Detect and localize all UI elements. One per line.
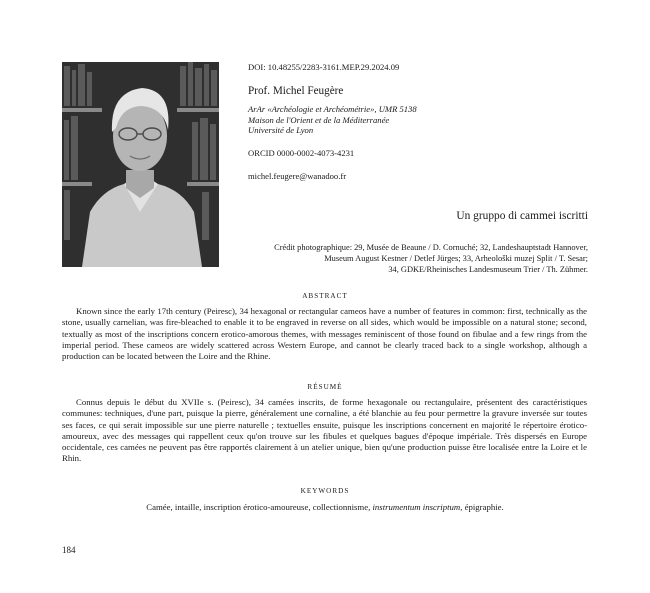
abstract-heading: ABSTRACT (302, 292, 348, 300)
photo-credits-line: Crédit photographique: 29, Musée de Beaune / D. Cornuché; 32, Landeshauptstadt Hannover, (274, 243, 588, 252)
keywords-heading: KEYWORDS (300, 487, 350, 495)
keywords-plain: Camée, intaille, inscription érotico-amoureuse, collectionnisme, (146, 502, 373, 512)
affiliation-line: Maison de l'Orient et de la Méditerranée (248, 114, 390, 125)
author-metadata (248, 62, 593, 181)
photo-credits-line: Museum August Kestner / Detlef Jürges; 33, Arheološki muzej Split / T. Sesar; (324, 254, 588, 263)
photo-credits-line: 34, GDKE/Rheinisches Landesmuseum Trier / Th. Zühmer. (388, 265, 588, 274)
author-portrait-image (62, 62, 219, 267)
resume-text: Connus depuis le début du XVIIe s. (Peiresc), 34 camées inscrits, de forme hexagonale ou rectangulaire, présentent des caractéristiques communes: techniques, d'une part, puisque la pierre, généralement une cornaline, a été blanchie au feu pour permettre la gravure inversée sur toutes ses faces, ce qui serait impossible sur une pierre naturelle ; textuelles ensuite, puisque les inscriptions concernent en majorité le répertoire érotico-amoureux, avec des messages qui rappellent ceux qu'on trouve sur les fibules et quelques bagues d'époque impériale. Très dispersés en Europe occidentale, ces camées ne peuvent pas être rapportés clairement à un atelier unique, bien qu'une production puisse être localisée entre la Loire et le Rhin. (62, 397, 587, 464)
article-title: Un gruppo di cammei iscritti (456, 210, 588, 222)
keywords-italic: instrumentum inscriptum (372, 502, 461, 512)
author-photo (62, 62, 219, 267)
keywords-end: , épigraphie. (460, 502, 504, 512)
doi[interactable]: DOI: 10.48255/2283-3161.MEP.29.2024.09 (248, 62, 400, 72)
photo-credits (228, 242, 588, 275)
email-link[interactable]: michel.feugere@wanadoo.fr (248, 170, 347, 181)
affiliation-line: Université de Lyon (248, 125, 314, 136)
abstract-text: Known since the early 17th century (Peiresc), 34 hexagonal or rectangular cameos have a number of features in common: first, technically as the stone, usually carnelian, was fire-bleached to enable it to be engraved in reverse on all sides, which would be impossible on a natural stone; second, textually as most of the inscriptions concern erotico-amorous themes, with messages reminiscent of those found on fibulae and a few rings from the imperial period. These cameos are widely scattered across Western Europe, and cannot be clearly traced back to a single workshop, although a production can be located between the Loire and the Rhine. (62, 306, 587, 362)
affiliation (248, 104, 593, 136)
author-name: Prof. Michel Feugère (248, 85, 344, 97)
orcid[interactable]: ORCID 0000-0002-4073-4231 (248, 147, 355, 158)
resume-heading: RÉSUMÉ (307, 383, 343, 391)
affiliation-line: ArAr «Archéologie et Archéométrie», UMR 5138 (248, 104, 417, 114)
page-number: 184 (62, 545, 76, 555)
keywords-text (0, 502, 650, 512)
